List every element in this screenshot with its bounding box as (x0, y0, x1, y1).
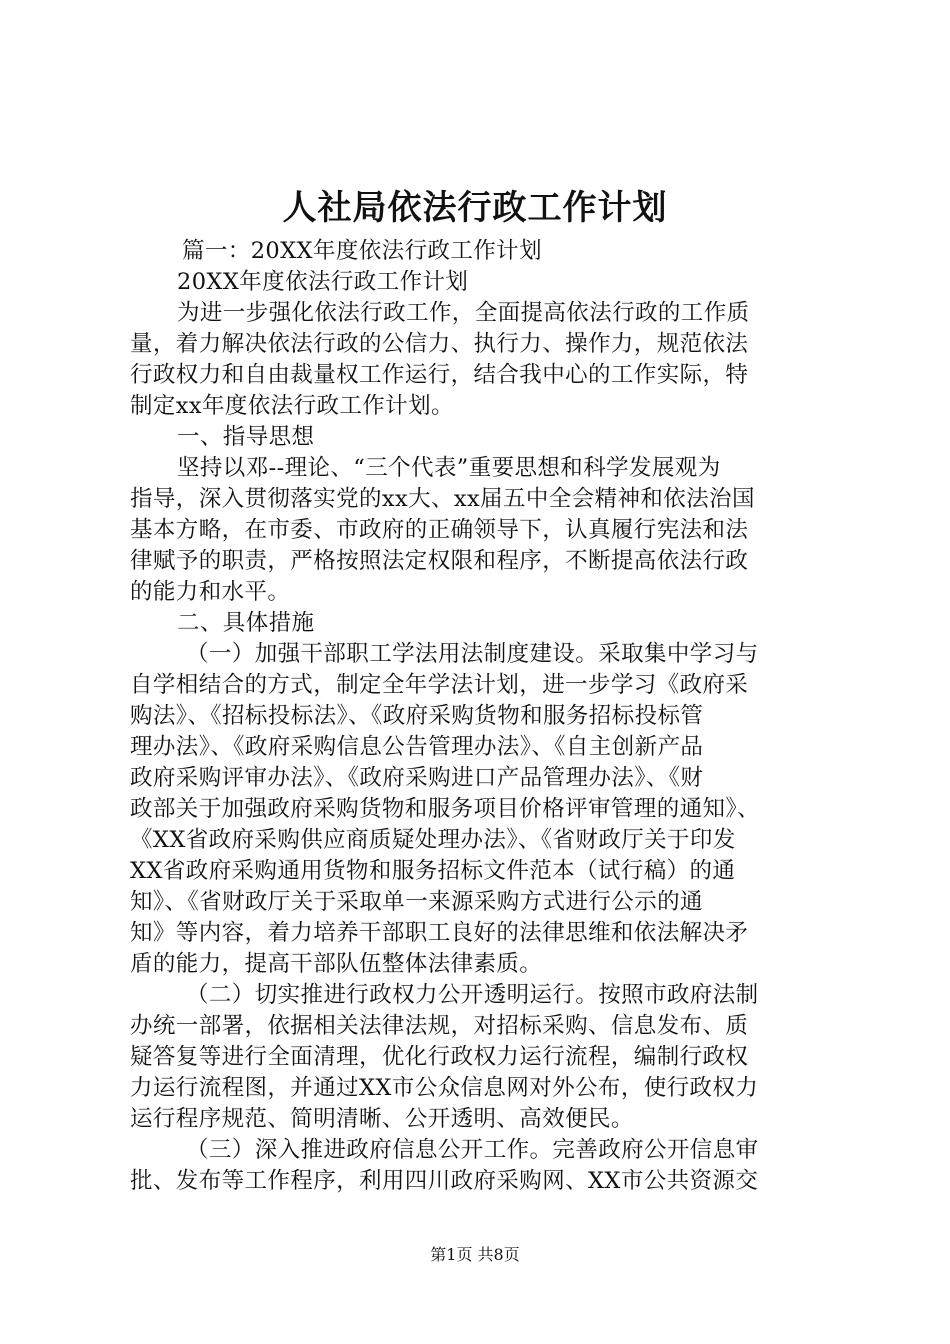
body-line: 指导，深入贯彻落实党的xx大、xx届五中全会精神和依法治国 (130, 486, 755, 512)
body-line: （三）深入推进政府信息公开工作。完善政府公开信息审 (186, 1137, 759, 1163)
body-line: 的能力和水平。 (130, 579, 291, 605)
body-line: 批、发布等工作程序，利用四川政府采购网、XX市公共资源交 (130, 1168, 759, 1194)
body-line: （一）加强干部职工学法用法制度建设。采取集中学习与 (186, 641, 759, 667)
body-line: 知》、《省财政厅关于采取单一来源采购方式进行公示的通 (130, 889, 703, 915)
body-line: 一、指导思想 (177, 424, 315, 450)
body-line: 运行程序规范、简明清晰、公开透明、高效便民。 (130, 1106, 634, 1132)
body-line: 坚持以邓--理论、“三个代表”重要思想和科学发展观为 (177, 455, 721, 481)
document-title: 人社局依法行政工作计划 (282, 188, 668, 228)
body-line: 力运行流程图，并通过XX市公众信息网对外公布，使行政权力 (130, 1075, 759, 1101)
body-line: 理办法》、《政府采购信息公告管理办法》、《自主创新产品 (130, 734, 704, 760)
body-line: 制定xx年度依法行政工作计划。 (130, 393, 454, 419)
body-line: 疑答复等进行全面清理，优化行政权力运行流程，编制行政权 (130, 1044, 749, 1070)
body-line: 知》等内容，着力培养干部职工良好的法律思维和依法解决矛 (130, 920, 749, 946)
body-line: 盾的能力，提高干部队伍整体法律素质。 (130, 951, 543, 977)
body-line: 《XX省政府采购供应商质疑处理办法》、《省财政厅关于印发 (130, 827, 736, 853)
body-line: 二、具体措施 (177, 610, 315, 636)
body-line: 律赋予的职责，严格按照法定权限和程序，不断提高依法行政 (130, 548, 749, 574)
body-line: 行政权力和自由裁量权工作运行，结合我中心的工作实际，特 (130, 362, 749, 388)
body-line: 20XX年度依法行政工作计划 (177, 269, 469, 295)
body-line: 政府采购评审办法》、《政府采购进口产品管理办法》、《财 (130, 765, 704, 791)
body-line: （二）切实推进行政权力公开透明运行。按照市政府法制 (186, 982, 759, 1008)
body-line: 量，着力解决依法行政的公信力、执行力、操作力，规范依法 (130, 331, 749, 357)
body-line: 基本方略，在市委、市政府的正确领导下，认真履行宪法和法 (130, 517, 749, 543)
body-line: 政部关于加强政府采购货物和服务项目价格评审管理的通知》、 (130, 796, 760, 822)
body-line: XX省政府采购通用货物和服务招标文件范本（试行稿）的通 (130, 858, 736, 884)
document-body (130, 236, 830, 1197)
body-line: 篇一：20XX年度依法行政工作计划 (182, 238, 542, 264)
body-line: 为进一步强化依法行政工作，全面提高依法行政的工作质 (177, 300, 750, 326)
body-line: 自学相结合的方式，制定全年学法计划，进一步学习《政府采 (130, 672, 749, 698)
page-footer: 第1页 共8页 (430, 1245, 520, 1264)
body-line: 办统一部署，依据相关法律法规，对招标采购、信息发布、质 (130, 1013, 749, 1039)
body-line: 购法》、《招标投标法》、《政府采购货物和服务招标投标管 (130, 703, 704, 729)
